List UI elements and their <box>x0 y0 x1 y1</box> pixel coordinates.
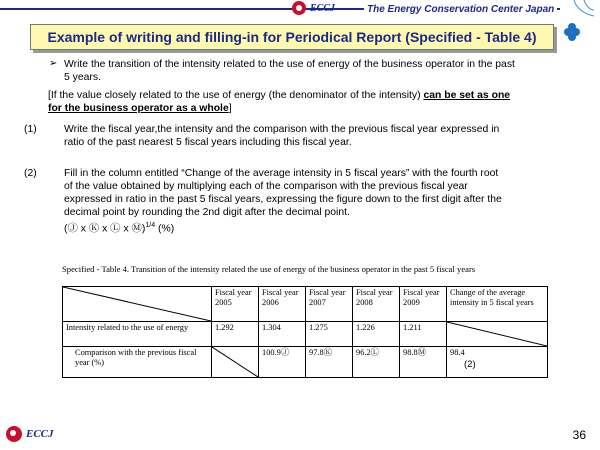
note-plain: [If the value closely related to the use of energy (the denominator of the intensity) <box>48 90 424 101</box>
item-2-line-1: Fill in the column entitled “Change of the average intensity in 5 fiscal years” with the fourth root <box>64 168 499 179</box>
header-fy-2006: Fiscal year 2006 <box>259 287 306 322</box>
bullet-line-2: 5 years. <box>64 72 101 83</box>
intensity-2008: 1.226 <box>353 322 400 347</box>
table-header-row <box>63 287 548 322</box>
page-number: 36 <box>572 428 586 442</box>
row-label-intensity: Intensity related to the use of energy <box>63 322 212 347</box>
item-2-line-4: decimal point by rounding the 2nd digit after the decimal point. <box>64 207 350 218</box>
logo-text: ECCJ <box>310 2 336 14</box>
formula-unit: (%) <box>155 223 175 235</box>
item-2-line-2: of the value obtained by multiplying each of the comparison with the previous fiscal year <box>64 181 468 192</box>
item-1-number: (1) <box>24 124 37 135</box>
arrow-bullet-icon: ➢ <box>49 58 58 69</box>
annotation-2: (2) <box>464 359 476 370</box>
intensity-2007: 1.275 <box>306 322 353 347</box>
note-underline-1: can be set as one <box>423 90 511 101</box>
header-fy-2009: Fiscal year 2009 <box>400 287 447 322</box>
decorative-clover-icon <box>554 0 594 50</box>
item-1-text <box>64 123 584 149</box>
header-fy-2008: Fiscal year 2008 <box>353 287 400 322</box>
table-row <box>63 322 548 347</box>
comparison-2008: 96.2Ⓛ <box>353 347 400 378</box>
item-1-line-1: Write the fiscal year,the intensity and the comparison with the previous fiscal year expressed in <box>64 124 500 135</box>
intensity-2009: 1.211 <box>400 322 447 347</box>
note-close: ] <box>228 103 232 114</box>
row-label-comparison: Comparison with the previous fiscal year (%) <box>63 347 212 378</box>
page-title: Example of writing and filling-in for Periodical Report (Specified - Table 4) <box>47 29 537 45</box>
item-1-line-2: ratio of the past nearest 5 fiscal years including this fiscal year. <box>64 137 352 148</box>
comparison-2009: 98.8Ⓜ <box>400 347 447 378</box>
formula-base: (Ⓙ x Ⓚ x Ⓛ x Ⓜ) <box>64 223 146 235</box>
comparison-2006: 100.9Ⓙ <box>259 347 306 378</box>
item-2-number: (2) <box>24 168 37 179</box>
header-fy-2005: Fiscal year 2005 <box>212 287 259 322</box>
average-change-value: 98.4 <box>450 348 465 357</box>
table-caption: Specified - Table 4. Transition of the intensity related the use of energy of the business operator in the past 5 fiscal years <box>62 264 476 274</box>
formula-exponent: 1/4 <box>145 222 156 229</box>
logo-text: ECCJ <box>26 428 54 440</box>
comparison-2007: 97.8Ⓚ <box>306 347 353 378</box>
table-row <box>63 347 548 378</box>
item-2-text <box>64 167 594 235</box>
eccj-logo-icon <box>6 426 22 442</box>
intensity-2006: 1.304 <box>259 322 306 347</box>
note-text <box>48 89 578 115</box>
bullet-line-1: Write the transition of the intensity related to the use of energy of the business operator in the past <box>64 59 515 70</box>
diagonal-header-cell <box>63 287 212 322</box>
eccj-logo-top <box>292 1 335 15</box>
bullet-text <box>64 58 584 84</box>
eccj-logo-icon <box>292 1 306 15</box>
formula <box>64 219 594 235</box>
eccj-logo-bottom <box>6 426 54 442</box>
header-fy-2007: Fiscal year 2007 <box>306 287 353 322</box>
intensity-2005: 1.292 <box>212 322 259 347</box>
organization-name: The Energy Conservation Center Japan <box>364 4 557 15</box>
intensity-change-diagonal-cell <box>447 322 548 347</box>
comparison-2005-diagonal-cell <box>212 347 259 378</box>
header-change-average: Change of the average intensity in 5 fiscal years <box>447 287 548 322</box>
title-banner <box>30 24 554 50</box>
periodical-report-table <box>62 286 548 378</box>
item-2-line-3: expressed in ratio in the past 5 fiscal years, expressing the figure down to the first digit after the <box>64 194 502 205</box>
note-underline-2: for the business operator as a whole <box>48 103 229 114</box>
comparison-change-average <box>447 347 548 378</box>
